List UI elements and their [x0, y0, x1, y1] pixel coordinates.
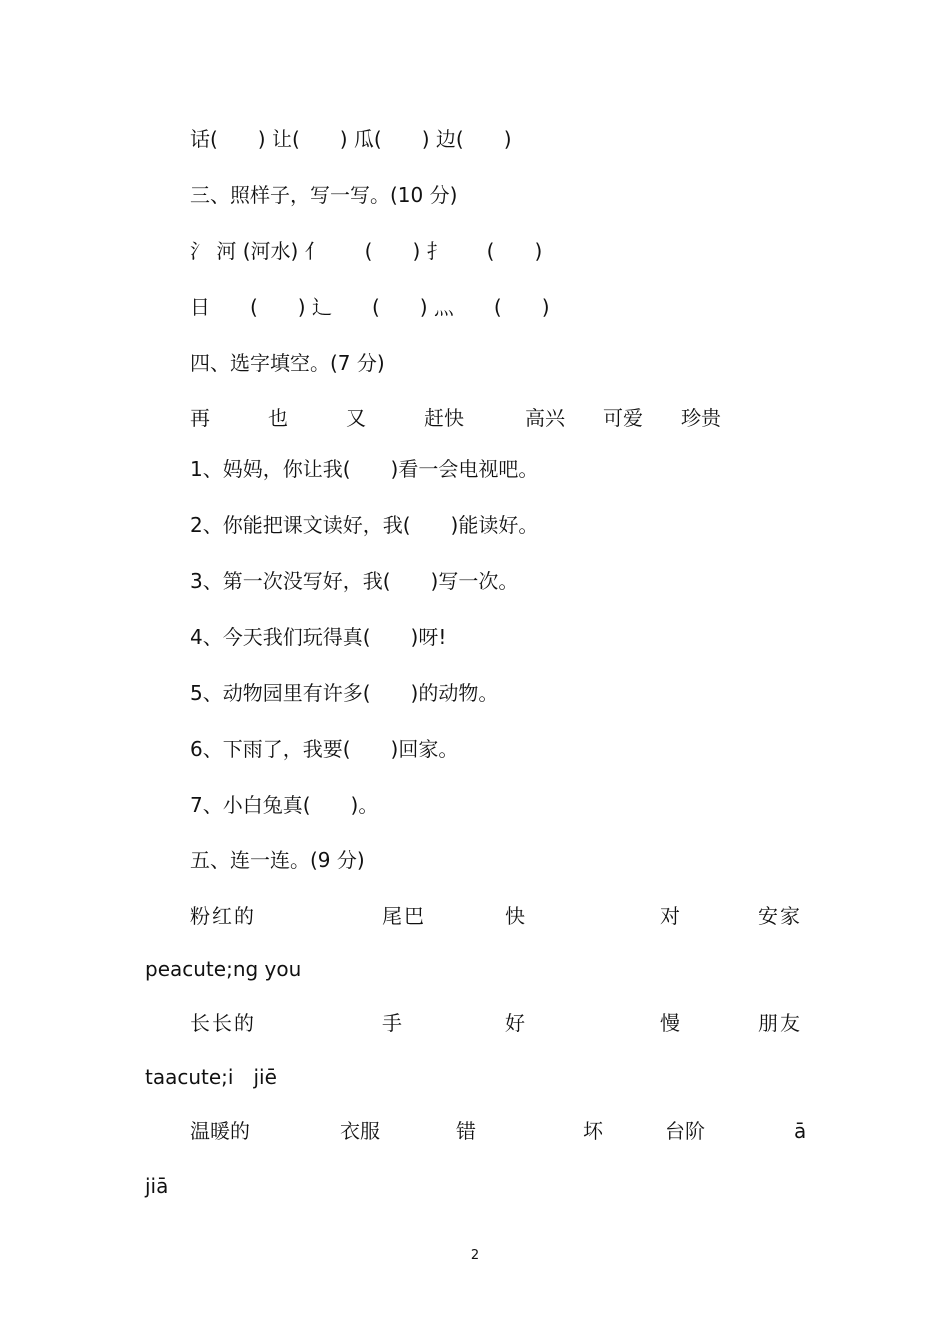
line-blanks-1: 话( ) 让( ) 瓜( ) 边( )	[190, 127, 512, 151]
match-word: 朋友	[758, 1011, 802, 1035]
match-word: 快	[505, 904, 525, 928]
page-number: 2	[470, 1248, 480, 1263]
match-word: 对	[660, 904, 680, 928]
question-4: 4、今天我们玩得真( )呀!	[190, 625, 447, 649]
match-word: 长长的	[190, 1011, 256, 1035]
choice-word: 赶快	[424, 406, 464, 430]
match-word: 错	[456, 1119, 476, 1143]
match-word: 台阶	[665, 1119, 705, 1143]
match-word: 慢	[660, 1011, 680, 1035]
line-radicals-1: 氵 河 (河水) 亻 ( ) 扌 ( )	[190, 239, 543, 263]
match-row-3	[0, 1118, 950, 1144]
question-1: 1、妈妈，你让我( )看一会电视吧。	[190, 457, 539, 481]
match-word: 安家	[758, 904, 802, 928]
choice-word: 可爱	[603, 406, 643, 430]
match-word: 粉红的	[190, 904, 256, 928]
choices-row	[0, 405, 950, 431]
question-6: 6、下雨了，我要( )回家。	[190, 737, 459, 761]
match-row-2	[0, 1010, 950, 1036]
match-word: ā	[794, 1119, 807, 1143]
question-7: 7、小白兔真( )。	[190, 793, 379, 817]
match-row-1	[0, 903, 950, 929]
choice-word: 再	[190, 406, 210, 430]
match-word: 衣服	[340, 1119, 380, 1143]
pinyin-line-3: jiā	[145, 1174, 169, 1198]
choice-word: 珍贵	[681, 406, 721, 430]
choice-word: 也	[268, 406, 288, 430]
question-5: 5、动物园里有许多( )的动物。	[190, 681, 499, 705]
match-word: 好	[505, 1011, 525, 1035]
pinyin-line-1: peacute;ng you	[145, 957, 302, 981]
match-word: 尾巴	[382, 904, 426, 928]
question-3: 3、第一次没写好，我( )写一次。	[190, 569, 519, 593]
choice-word: 高兴	[525, 406, 565, 430]
choice-word: 又	[346, 406, 366, 430]
pinyin-line-2: taacute;i jiē	[145, 1065, 277, 1089]
match-word: 温暖的	[190, 1119, 250, 1143]
line-radicals-2: 日 ( ) 辶 ( ) 灬 ( )	[190, 295, 550, 319]
question-2: 2、你能把课文读好，我( )能读好。	[190, 513, 539, 537]
match-word: 坏	[583, 1119, 603, 1143]
match-word: 手	[382, 1011, 402, 1035]
section-4-title: 四、选字填空。(7 分)	[190, 351, 385, 375]
section-3-title: 三、照样子，写一写。(10 分)	[190, 183, 458, 207]
section-5-title: 五、连一连。(9 分)	[190, 848, 365, 872]
